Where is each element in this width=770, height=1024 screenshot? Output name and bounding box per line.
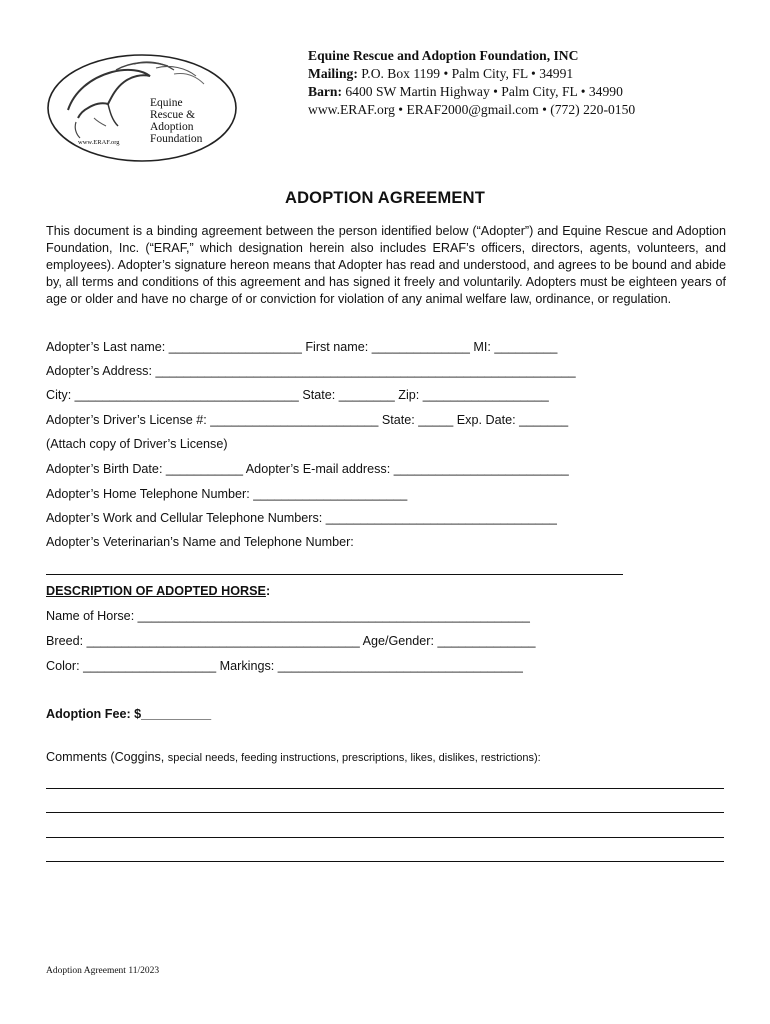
work-phone-field[interactable]: Adopter’s Work and Cellular Telephone Numbers: _________________________________ bbox=[46, 511, 557, 525]
org-header bbox=[308, 47, 635, 119]
color-markings-field[interactable]: Color: ___________________ Markings: ___________________________________ bbox=[46, 659, 523, 673]
intro-paragraph: This document is a binding agreement between the person identified below (“Adopter”) and Equine Rescue and Adoption Foundation, Inc. (“ERAF,” which designation herein also includes ERAF’s officers, directors, agents, volunteers, and employees). Adopter’s signature hereon means that Adopter has read and understood, and agrees to be bound and abide by, all terms and conditions of this agreement and has signed it freely and voluntarily. Adopters must be eighteen years of age or older and have no charge of or conviction for violation of any animal welfare law, ordinance, or regulation. bbox=[46, 224, 726, 306]
comments-label-detail: special needs, feeding instructions, prescriptions, likes, dislikes, restrictions): bbox=[167, 752, 541, 764]
mailing-address bbox=[308, 65, 635, 83]
breed-age-field[interactable]: Breed: _______________________________________ Age/Gender: ______________ bbox=[46, 634, 536, 648]
license-note: (Attach copy of Driver’s License) bbox=[46, 437, 228, 451]
horse-heading-text: DESCRIPTION OF ADOPTED HORSE bbox=[46, 584, 266, 598]
logo-text-line: Rescue & bbox=[150, 109, 196, 121]
license-field[interactable]: Adopter’s Driver’s License #: ________________________ State: _____ Exp. Date: _______ bbox=[46, 413, 569, 427]
comments-line[interactable] bbox=[46, 788, 724, 789]
address-field[interactable]: Adopter’s Address: ____________________________________________________________ bbox=[46, 364, 576, 378]
org-name: Equine Rescue and Adoption Foundation, INC bbox=[308, 48, 579, 63]
eraf-logo bbox=[46, 52, 238, 164]
comments-line[interactable] bbox=[46, 861, 724, 862]
home-phone-field[interactable]: Adopter’s Home Telephone Number: ______________________ bbox=[46, 487, 408, 501]
adoption-fee-field[interactable]: Adoption Fee: $__________ bbox=[46, 707, 212, 721]
horse-head-logo-icon bbox=[46, 52, 238, 164]
horse-section-heading bbox=[46, 584, 270, 598]
comments-line[interactable] bbox=[46, 837, 724, 838]
mailing-value: P.O. Box 1199 • Palm City, FL • 34991 bbox=[357, 66, 574, 81]
horse-heading-colon: : bbox=[265, 584, 271, 598]
comments-line[interactable] bbox=[46, 812, 724, 813]
logo-text-line: Adoption bbox=[150, 121, 194, 133]
name-field[interactable]: Adopter’s Last name: ___________________ First name: ______________ MI: _________ bbox=[46, 340, 558, 354]
comments-label-main: Comments (Coggins, bbox=[46, 750, 168, 764]
city-field[interactable]: City: ________________________________ State: ________ Zip: __________________ bbox=[46, 388, 549, 402]
comments-label bbox=[46, 750, 541, 764]
horse-name-field[interactable]: Name of Horse: ________________________________________________________ bbox=[46, 609, 530, 623]
mailing-label: Mailing: bbox=[308, 66, 358, 81]
birth-email-field[interactable]: Adopter’s Birth Date: ___________ Adopter’s E-mail address: _________________________ bbox=[46, 462, 569, 476]
barn-value: 6400 SW Martin Highway • Palm City, FL • 34990 bbox=[341, 84, 623, 99]
org-contact: www.ERAF.org • ERAF2000@gmail.com • (772) 220-0150 bbox=[308, 102, 636, 117]
barn-address bbox=[308, 83, 635, 101]
vet-blank-line[interactable] bbox=[46, 574, 623, 575]
footer-version: Adoption Agreement 11/2023 bbox=[46, 966, 160, 976]
logo-text-line: Foundation bbox=[150, 133, 203, 145]
logo-url: www.ERAF.org bbox=[78, 139, 120, 146]
document-title: ADOPTION AGREEMENT bbox=[284, 189, 486, 207]
logo-text-line: Equine bbox=[150, 97, 183, 109]
vet-label: Adopter’s Veterinarian’s Name and Telephone Number: bbox=[46, 535, 354, 549]
barn-label: Barn: bbox=[308, 84, 342, 99]
